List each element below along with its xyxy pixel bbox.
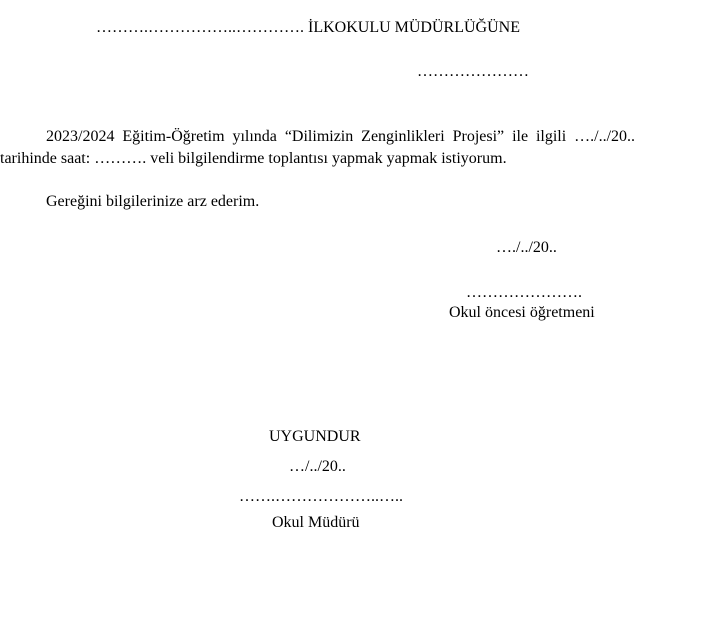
request-paragraph-line1: 2023/2024 Eğitim-Öğretim yılında “Dilimizin Zenginlikleri Projesi” ile ilgili [46,128,567,145]
principal-title: Okul Müdürü [272,514,360,531]
request-paragraph-line2: …./../20.. tarihinde saat: ………. veli bilgilendirme toplantısı yapmak yapmak istiyorum. [0,128,636,167]
principal-name-placeholder: …….………………..….. [239,488,403,505]
recipient-heading: ……….……………..…………. İLKOKULU MÜDÜRLÜĞÜNE [96,19,520,36]
approval-date: …/../20.. [289,458,346,475]
teacher-date: …./../20.. [496,239,557,256]
approval-label: UYGUNDUR [269,428,361,445]
closing-paragraph: Gereğini bilgilerinize arz ederim. [46,193,260,210]
reference-placeholder: ………………… [417,63,529,80]
teacher-name-placeholder: …………………. [466,284,582,301]
request-paragraph [0,126,635,170]
teacher-title: Okul öncesi öğretmeni [449,304,595,321]
